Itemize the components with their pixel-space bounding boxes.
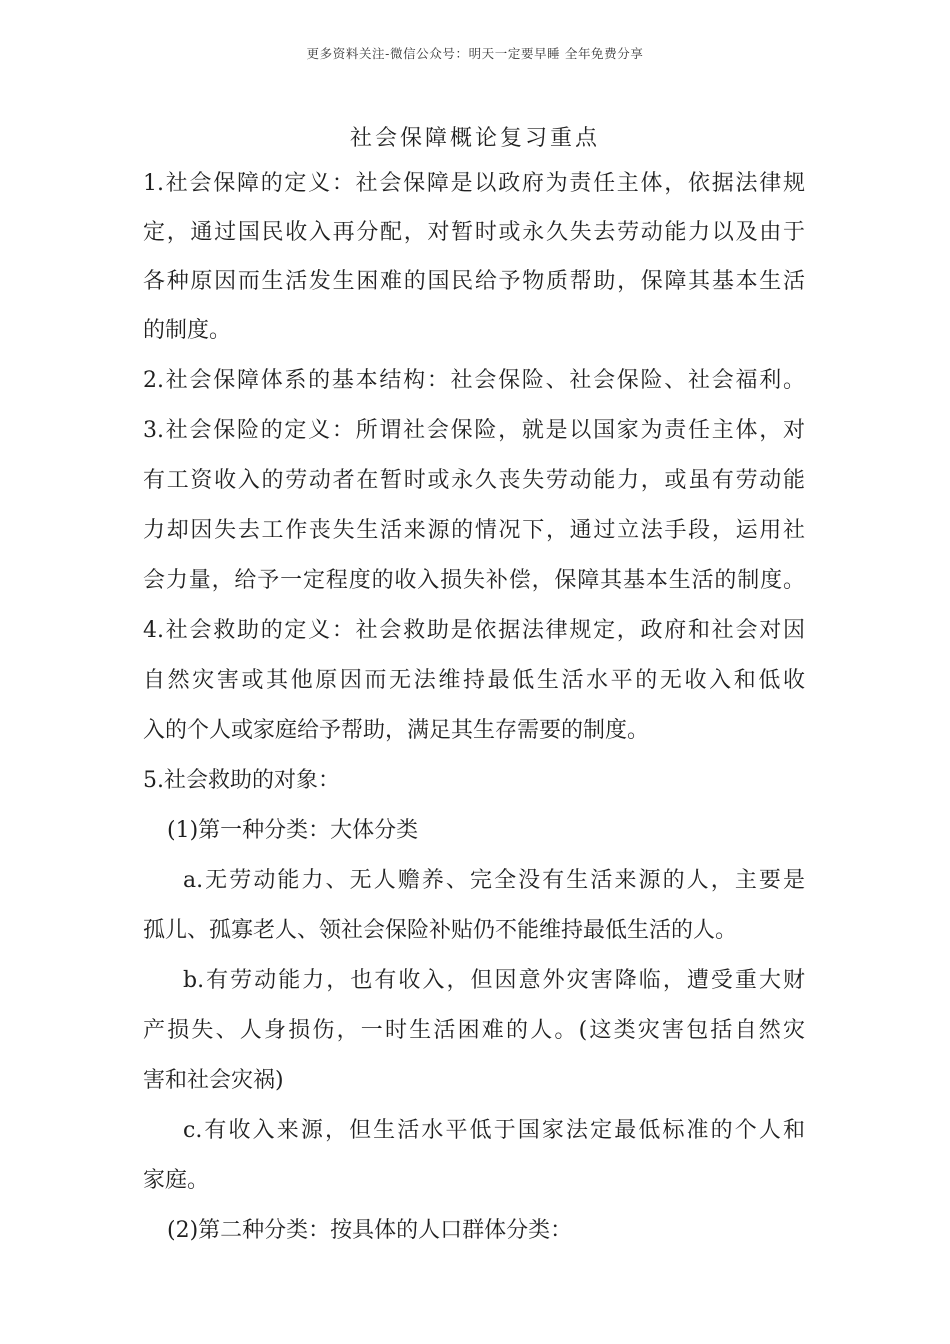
text-line: 有工资收入的劳动者在暂时或永久丧失劳动能力，或虽有劳动能	[143, 468, 805, 493]
text-line: a.无劳动能力、无人赡养、完全没有生活来源的人，主要是	[183, 868, 805, 893]
text-line: 的制度。	[143, 318, 232, 343]
text-line: 力却因失去工作丧失生活来源的情况下，通过立法手段，运用社	[143, 518, 805, 543]
page-title: 社会保障概论复习重点	[349, 126, 600, 151]
text-line: 2.社会保障体系的基本结构：社会保险、社会保险、社会福利。	[143, 368, 805, 393]
text-line: 产损失、人身损伤，一时生活困难的人。(这类灾害包括自然灾	[143, 1018, 805, 1043]
text-line: c.有收入来源，但生活水平低于国家法定最低标准的个人和	[183, 1118, 805, 1143]
text-line: 家庭。	[143, 1168, 210, 1193]
text-line: 自然灾害或其他原因而无法维持最低生活水平的无收入和低收	[143, 668, 805, 693]
header-note: 更多资料关注-微信公众号：明天一定要早睡 全年免费分享	[306, 46, 644, 61]
text-line: 会力量，给予一定程度的收入损失补偿，保障其基本生活的制度。	[143, 568, 805, 593]
text-line: 害和社会灾祸)	[143, 1068, 284, 1093]
text-line: 各种原因而生活发生困难的国民给予物质帮助，保障其基本生活	[143, 269, 805, 294]
text-line: 入的个人或家庭给予帮助，满足其生存需要的制度。	[143, 718, 650, 743]
text-line: (2)第二种分类：按具体的人口群体分类：	[167, 1218, 573, 1243]
text-line: 定，通过国民收入再分配，对暂时或永久失去劳动能力以及由于	[143, 220, 805, 245]
text-line: b.有劳动能力，也有收入，但因意外灾害降临，遭受重大财	[183, 968, 805, 993]
text-line: 1.社会保障的定义：社会保障是以政府为责任主体，依据法律规	[143, 171, 805, 196]
text-line: 孤儿、孤寡老人、领社会保险补贴仍不能维持最低生活的人。	[143, 918, 738, 943]
text-line: (1)第一种分类：大体分类	[167, 818, 419, 843]
text-line: 4.社会救助的定义：社会救助是依据法律规定，政府和社会对因	[143, 618, 805, 643]
text-line: 5.社会救助的对象：	[143, 768, 340, 793]
text-line: 3.社会保险的定义：所谓社会保险，就是以国家为责任主体，对	[143, 418, 805, 443]
